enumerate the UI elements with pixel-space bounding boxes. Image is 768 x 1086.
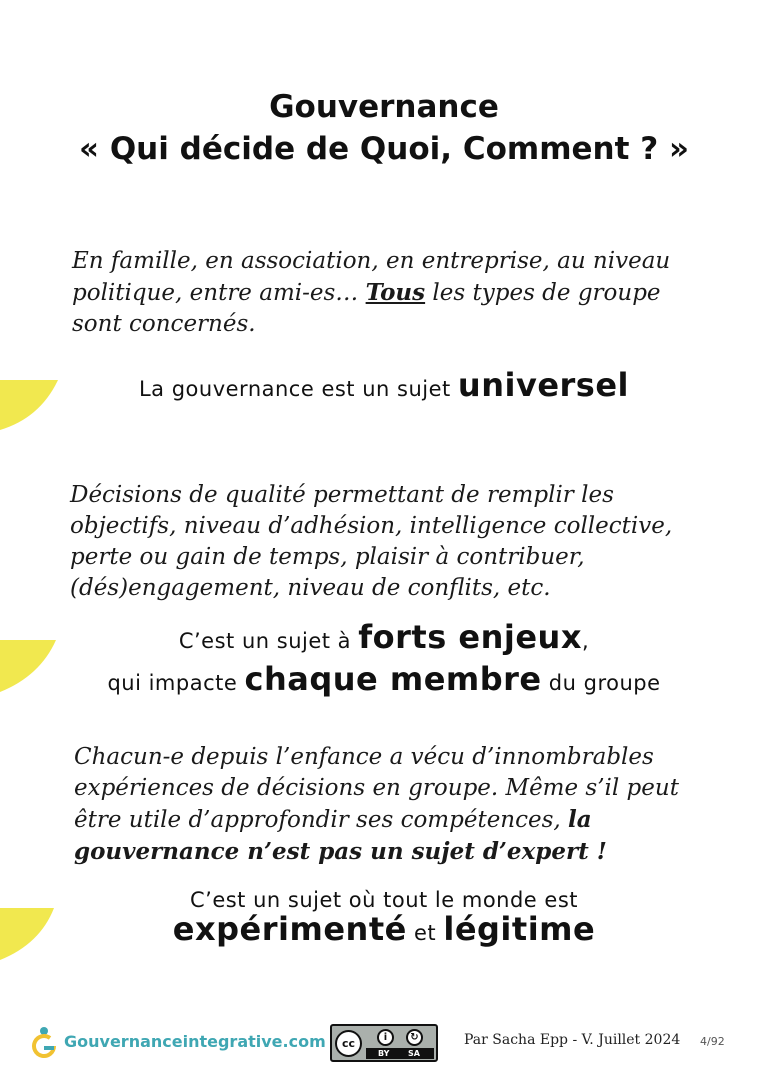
- section1-statement-text: La gouvernance est un sujet: [138, 377, 458, 401]
- title-text-decide: décide de: [168, 131, 360, 167]
- logo-icon: [30, 1026, 58, 1060]
- title-word-comment: Comment: [463, 128, 630, 170]
- section2-highlight1: forts enjeux: [358, 618, 582, 656]
- section2-line1-text: C’est un sujet à: [178, 629, 359, 653]
- section3-connector: et: [406, 921, 444, 945]
- section3-highlight2: légitime: [443, 910, 596, 948]
- page-title: [0, 86, 768, 170]
- license-sa-label: SA: [408, 1049, 420, 1058]
- section2-paragraph: Décisions de qualité permettant de remplir les objectifs, niveau d’adhésion, intelligence collective, perte ou gain de temps, plaisir à contribuer, (dés)engagement, niveau de conflits, etc.: [70, 482, 673, 601]
- section3-highlight1: expérimenté: [172, 910, 407, 948]
- title-word-qui: Qui: [110, 128, 169, 170]
- section3-paragraph: [74, 742, 694, 868]
- section2-line1-end: ,: [581, 629, 590, 653]
- section2-highlight2: chaque membre: [244, 660, 542, 698]
- author-version: Par Sacha Epp - V. Juillet 2024: [464, 1032, 681, 1048]
- section1-statement: [0, 366, 768, 404]
- section2-line2-end: du groupe: [541, 671, 661, 695]
- section1-paragraph: [72, 246, 712, 340]
- section3-para-bold: la gouvernance n’est pas un sujet d’expert !: [74, 806, 607, 865]
- section2-line2-text: qui impacte: [107, 671, 245, 695]
- section2-statement-line1: [0, 618, 768, 656]
- title-line1: Gouvernance: [269, 89, 499, 125]
- license-badge[interactable]: [330, 1024, 438, 1062]
- title-word-quoi: Quoi: [360, 128, 440, 170]
- title-line2: [0, 128, 768, 170]
- cc-icon: cc: [335, 1030, 362, 1057]
- license-strip: [366, 1048, 434, 1059]
- sa-icon: ↻: [406, 1029, 423, 1046]
- section3-para-plain: Chacun-e depuis l’enfance a vécu d’innombrables expériences de décisions en groupe. Même s’il peut être utile d’approfondir ses compétences,: [74, 744, 679, 833]
- section1-para-after: les types de groupe sont concernés.: [72, 280, 661, 337]
- section3-statement-line2: [0, 910, 768, 948]
- title-close: ? »: [629, 131, 690, 167]
- footer: [0, 1022, 768, 1066]
- by-icon: i: [377, 1029, 394, 1046]
- section1-highlight: universel: [457, 366, 630, 404]
- section2-statement-line2: [0, 660, 768, 698]
- page-number: 4/92: [700, 1035, 725, 1048]
- title-comma: ,: [440, 131, 463, 167]
- section3-statement-line1: C’est un sujet où tout le monde est: [189, 888, 578, 912]
- section1-para-emph: Tous: [365, 279, 426, 306]
- title-open-quote: «: [78, 131, 110, 167]
- license-by-label: BY: [378, 1049, 390, 1058]
- section1-para-before: En famille, en association, en entreprise, au niveau politique, entre ami-es…: [72, 248, 671, 306]
- website-link[interactable]: Gouvernanceintegrative.com: [64, 1032, 326, 1051]
